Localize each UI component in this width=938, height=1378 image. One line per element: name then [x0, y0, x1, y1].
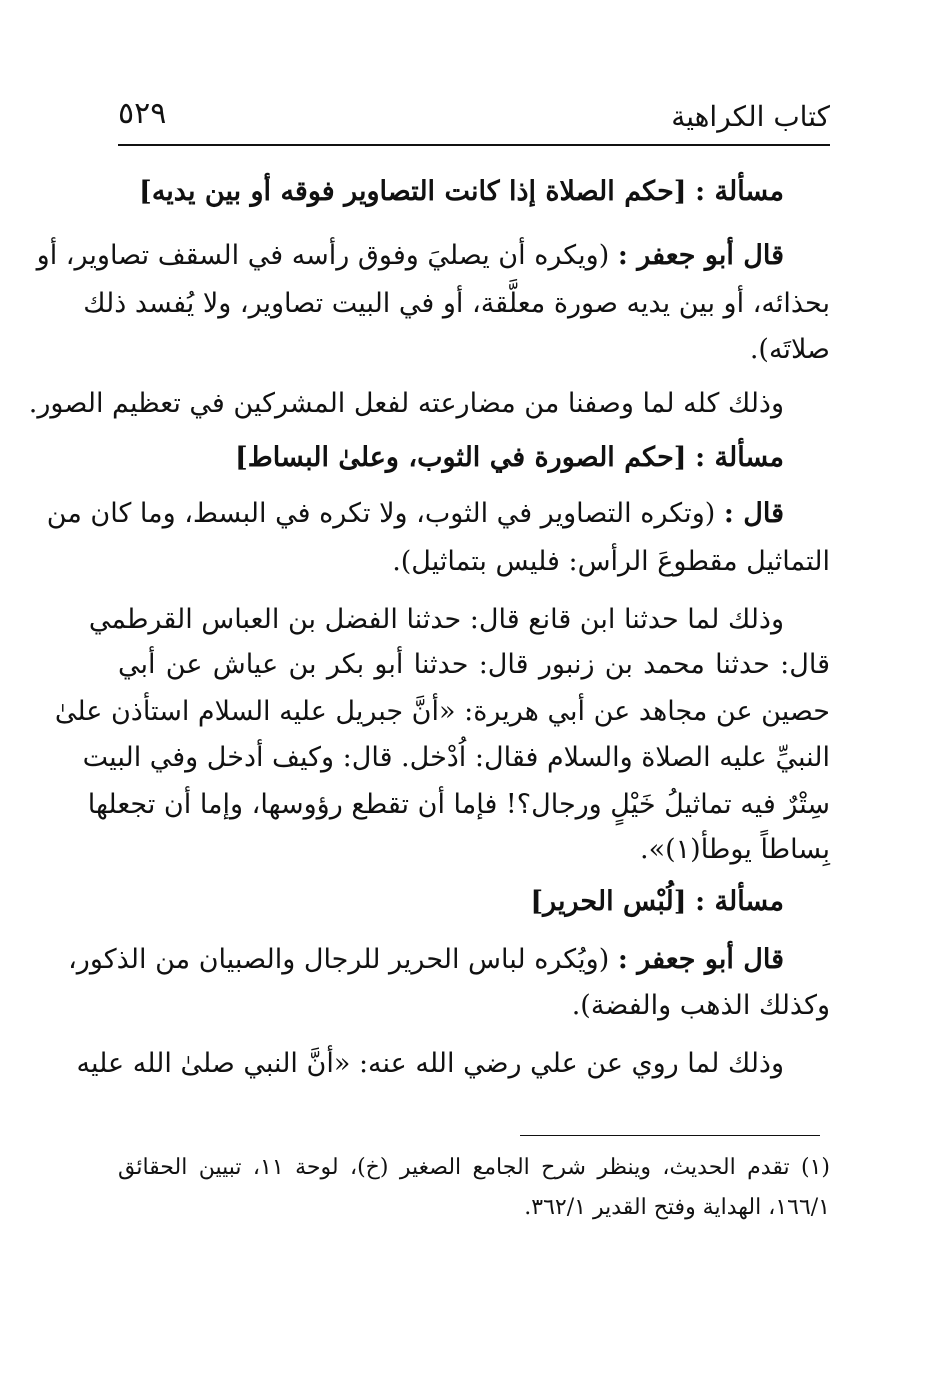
speaker-label: قال أبو جعفر :: [617, 240, 784, 271]
question-label: مسألة :: [695, 442, 784, 473]
page-header: [118, 94, 830, 144]
speaker-label: قال أبو جعفر :: [617, 944, 784, 975]
text-span: (ويكره أن يصليَ وفوق رأسه في السقف تصاوير، أو: [36, 240, 610, 271]
text-span: (ويُكره لباس الحرير للرجال والصبيان من الذكور،: [68, 944, 610, 975]
question-heading-2: [118, 434, 830, 482]
text-line: قال: حدثنا محمد بن زنبور قال: حدثنا أبو بكر بن عياش عن أبي: [118, 649, 830, 680]
text-line: وكذلك الذهب والفضة).: [571, 990, 830, 1021]
question-label: مسألة :: [695, 176, 784, 207]
text-line: بِساطاً يوطأ(١)».: [640, 834, 830, 865]
footnote-line: (١) تقدم الحديث، وينظر شرح الجامع الصغير (خ)، لوحة ١١، تبيين الحقائق: [118, 1155, 830, 1180]
text-line: [46, 490, 830, 538]
footnote-line: ١٦٦/١، الهداية وفتح القدير ٣٦٢/١.: [524, 1195, 830, 1220]
question-title: [لُبْس الحرير]: [530, 886, 687, 917]
text-line: بحذائه، أو بين يديه صورة معلَّقة، أو في البيت تصاوير، ولا يُفسد ذلك: [83, 288, 830, 319]
header-rule: [118, 144, 830, 146]
page-number: ٥٢٩: [118, 96, 167, 131]
text-line: صلاتَه).: [749, 334, 830, 365]
question-heading-1: [118, 168, 830, 216]
question-title: [حكم الصلاة إذا كانت التصاوير فوقه أو بين يديه]: [139, 176, 687, 207]
text-line: وذلك لما روي عن علي رضي الله عنه: «أنَّ النبي صلىٰ الله عليه: [76, 1048, 784, 1079]
text-line: وذلك لما حدثنا ابن قانع قال: حدثنا الفضل بن العباس القرطمي: [88, 604, 784, 635]
text-line: [36, 232, 830, 280]
text-span: (وتكره التصاوير في الثوب، ولا تكره في البسط، وما كان من: [46, 498, 716, 529]
text-line: سِتْرٌ فيه تماثيلُ خَيْلٍ ورجال؟! فإما أن تقطع رؤوسها، وإما أن تجعلها: [87, 789, 830, 820]
text-line: حصين عن مجاهد عن أبي هريرة: «أنَّ جبريل عليه السلام استأذن علىٰ: [54, 696, 830, 727]
question-heading-3: [118, 878, 830, 926]
footnote-rule: [520, 1135, 820, 1136]
text-line: النبيِّ عليه الصلاة والسلام فقال: اُدْخل. قال: وكيف أدخل وفي البيت: [82, 742, 830, 773]
text-line: التماثيل مقطوعَ الرأس: فليس بتماثيل).: [392, 546, 830, 577]
text-line: [68, 936, 830, 984]
text-line: وذلك كله لما وصفنا من مضارعته لفعل المشركين في تعظيم الصور.: [28, 388, 784, 419]
question-title: [حكم الصورة في الثوب، وعلىٰ البساط]: [235, 442, 687, 473]
running-title: كتاب الكراهية: [671, 100, 830, 133]
question-label: مسألة :: [695, 886, 784, 917]
speaker-label: قال :: [723, 498, 784, 529]
